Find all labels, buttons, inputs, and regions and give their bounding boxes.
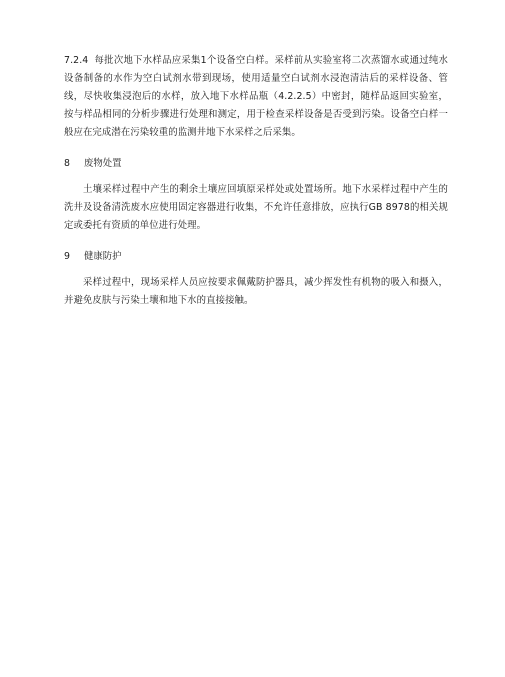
section-title: 废物处置 <box>84 158 122 169</box>
section-number: 8 <box>64 158 70 169</box>
clause-text: 每批次地下水样品应采集1个设备空白样。采样前从实验室将二次蒸馏水或通过纯水设备制备的水作为空白试剂水带到现场，使用适量空白试剂水浸泡清洁后的采样设备、管线，尽快收集浸泡后的水样，放入地下水样品瓶（4.2.2.5）中密封，随样品返回实验室，按与样品相同的分析步骤进行处理和测定，用于检查采样设备是否受到污染。设备空白样一般应在完成潜在污染较重的监测井地下水采样之后采集。 <box>64 55 448 138</box>
paragraph-7-2-4 <box>64 52 448 142</box>
section-9-body: 采样过程中，现场采样人员应按要求佩戴防护器具，减少挥发性有机物的吸入和摄入，并避免皮肤与污染土壤和地下水的直接接触。 <box>64 277 448 306</box>
section-title: 健康防护 <box>84 251 122 262</box>
section-number: 9 <box>64 251 70 262</box>
section-8-body: 土壤采样过程中产生的剩余土壤应回填原采样处或处置场所。地下水采样过程中产生的洗井及设备清洗废水应使用固定容器进行收集，不允许任意排放，应执行GB 8978的相关规定或委托有资质的单位进行处理。 <box>64 184 448 231</box>
section-9-heading <box>64 250 122 264</box>
section-8-heading <box>64 157 122 171</box>
clause-number: 7.2.4 <box>64 55 89 66</box>
